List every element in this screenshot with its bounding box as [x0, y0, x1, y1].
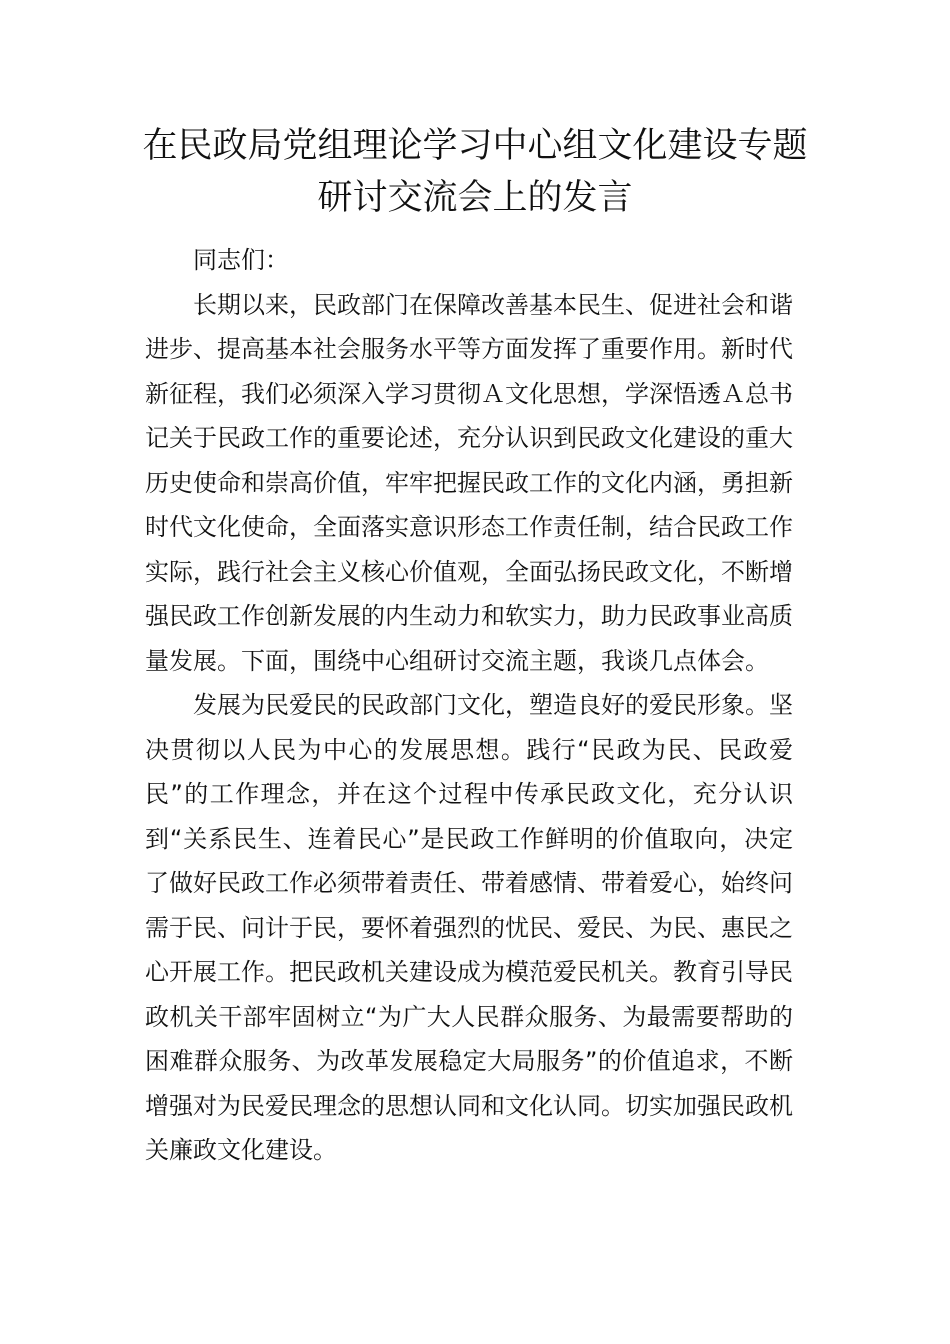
- salutation: 同志们：: [193, 246, 289, 274]
- paragraph-2: 发展为民爱民的民政部门文化，塑造良好的爱民形象。坚决贯彻以人民为中心的发展思想。践行“民政为民、民政爱民”的工作理念，并在这个过程中传承民政文化，充分认识到“关系民生、连着民心”是民政工作鲜明的价值取向，决定了做好民政工作必须带着责任、带着感情、带着爱心，始终问需于民、问计于民，要怀着强烈的忧民、爱民、为民、惠民之心开展工作。把民政机关建设成为模范爱民机关。教育引导民政机关干部牢固树立“为广大人民群众服务、为最需要帮助的困难群众服务、为改革发展稳定大局服务”的价值追求，不断增强对为民爱民理念的思想认同和文化认同。切实加强民政机关廉政文化建设。: [145, 691, 793, 1164]
- document-title: 在民政局党组理论学习中心组文化建设专题研讨交流会上的发言: [142, 126, 808, 218]
- document-body: [145, 238, 793, 1173]
- paragraph-1: 长期以来，民政部门在保障改善基本民生、促进社会和谐进步、提高基本社会服务水平等方面发挥了重要作用。新时代新征程，我们必须深入学习贯彻Ａ文化思想，学深悟透Ａ总书记关于民政工作的重要论述，充分认识到民政文化建设的重大历史使命和崇高价值，牢牢把握民政工作的文化内涵，勇担新时代文化使命，全面落实意识形态工作责任制，结合民政工作实际，践行社会主义核心价值观，全面弘扬民政文化，不断增强民政工作创新发展的内生动力和软实力，助力民政事业高质量发展。下面，围绕中心组研讨交流主题，我谈几点体会。: [145, 290, 793, 675]
